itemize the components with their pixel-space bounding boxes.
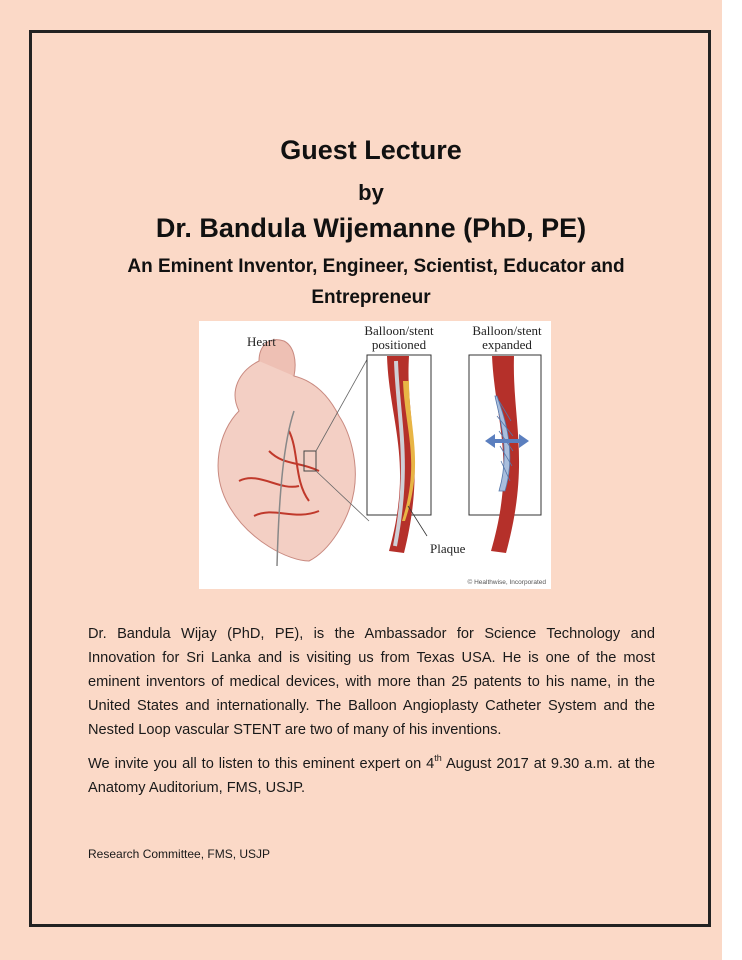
plaque-label: Plaque <box>430 541 466 556</box>
angioplasty-illustration <box>199 321 551 589</box>
speaker-subtitle-line2: Entrepreneur <box>311 287 431 308</box>
positioned-label-2: positioned <box>371 337 427 352</box>
expanded-label-1: Balloon/stent <box>472 323 542 338</box>
description-paragraph-2 <box>88 752 655 800</box>
lecture-description <box>88 622 655 810</box>
organizer-signature: Research Committee, FMS, USJP <box>88 847 271 861</box>
description-paragraph-1: Dr. Bandula Wijay (PhD, PE), is the Ambassador for Science Technology and Innovation for Sri Lanka and is visiting us from Texas USA. He is one of the most eminent inventors of medical devices, with more than 25 patents to his name, in the United States and internationally. The Balloon Angioplasty Catheter System and the Nested Loop vascular STENT are two of many of his inventions. <box>88 626 655 738</box>
invitation-text-start: We invite you all to listen to this eminent expert on 4 <box>88 756 435 772</box>
poster-title: Guest Lecture <box>280 135 462 165</box>
speaker-subtitle-line1: An Eminent Inventor, Engineer, Scientist, Educator and <box>127 256 625 277</box>
angioplasty-figure <box>199 321 551 589</box>
poster-by: by <box>358 180 384 205</box>
date-ordinal-suffix: th <box>434 753 442 763</box>
expanded-label-2: expanded <box>482 337 532 352</box>
figure-credit: © Healthwise, Incorporated <box>467 579 546 586</box>
heart-label: Heart <box>247 334 276 349</box>
positioned-label-1: Balloon/stent <box>364 323 434 338</box>
invitation-text-end: August 2017 at 9.30 a.m. at the Anatomy Auditorium, FMS, USJP. <box>88 756 655 796</box>
speaker-name: Dr. Bandula Wijemanne (PhD, PE) <box>155 213 587 243</box>
heart-drawing <box>218 340 369 566</box>
